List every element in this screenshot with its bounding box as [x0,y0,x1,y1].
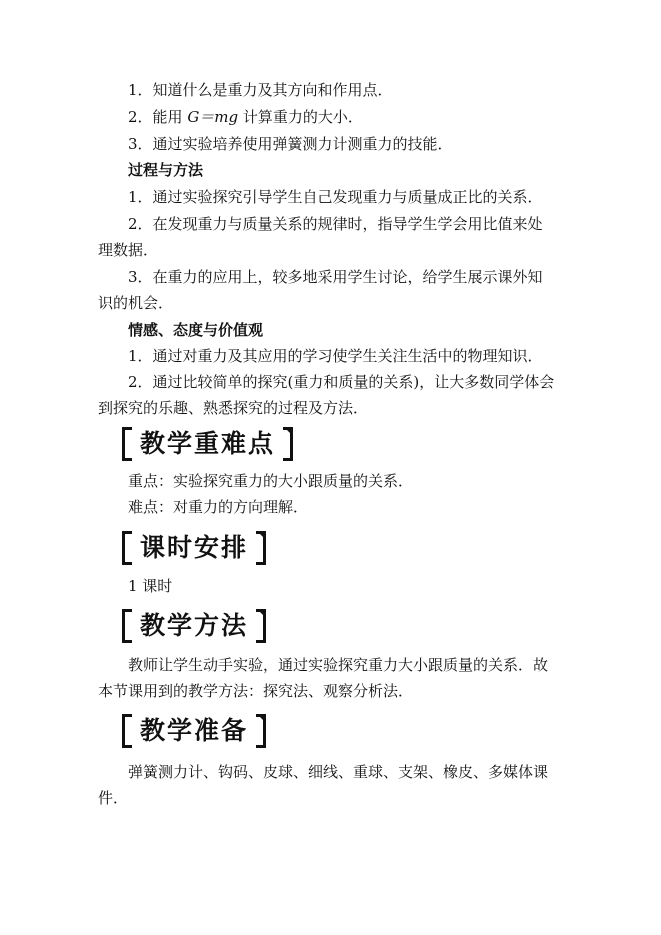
schedule-heading [122,528,266,568]
preparation-text-line-2: 件． [98,789,129,807]
key-points-heading [122,424,293,464]
method-text-line-2: 本节课用到的教学方法：探究法、观察分析法． [98,682,414,700]
preparation-heading [122,711,266,751]
knowledge-item-2 [128,107,363,127]
right-bracket-icon [256,531,266,565]
emotion-item-1: 1．通过对重力及其应用的学习使学生关注生活中的物理知识． [128,347,543,365]
method-heading-text: 教学方法 [140,611,249,640]
left-bracket-icon [122,714,132,748]
process-item-2-cont: 理数据． [98,241,159,259]
process-item-2: 2．在发现重力与质量关系的规律时，指导学生学会用比值来处 [128,215,543,233]
process-item-1: 1．通过实验探究引导学生自己发现重力与质量成正比的关系． [128,188,543,206]
knowledge-item-3: 3．通过实验培养使用弹簧测力计测重力的技能． [128,135,453,153]
schedule-heading-text: 课时安排 [140,533,249,562]
process-title: 过程与方法 [128,161,204,179]
schedule-text: 1 课时 [128,577,173,595]
difficulty-text: 难点：对重力的方向理解． [128,498,309,516]
method-text-line-1: 教师让学生动手实验，通过实验探究重力大小跟质量的关系．故 [128,656,549,674]
emotion-item-2-cont: 到探究的乐趣、熟悉探究的过程及方法． [98,399,369,417]
emotion-title: 情感、态度与价值观 [128,321,264,339]
method-heading [122,606,266,646]
left-bracket-icon [122,531,132,565]
focus-text: 重点：实验探究重力的大小跟质量的关系． [128,472,414,490]
knowledge-item-2-pre: 2．能用 [128,108,188,126]
process-item-3-cont: 识的机会． [98,294,174,312]
right-bracket-icon [256,714,266,748]
preparation-text-line-1: 弹簧测力计、钩码、皮球、细线、重球、支架、橡皮、多媒体课 [128,763,549,781]
right-bracket-icon [256,609,266,643]
left-bracket-icon [122,609,132,643]
knowledge-item-1: 1．知道什么是重力及其方向和作用点． [128,81,393,99]
process-item-3: 3．在重力的应用上，较多地采用学生讨论，给学生展示课外知 [128,268,543,286]
preparation-heading-text: 教学准备 [140,716,249,745]
key-points-heading-text: 教学重难点 [140,429,276,458]
emotion-item-2: 2．通过比较简单的探究(重力和质量的关系)，让大多数同学体会 [128,373,555,391]
right-bracket-icon [283,427,293,461]
gravity-formula: G＝mg [187,108,239,126]
left-bracket-icon [122,427,132,461]
knowledge-item-2-post: 计算重力的大小． [238,108,363,126]
